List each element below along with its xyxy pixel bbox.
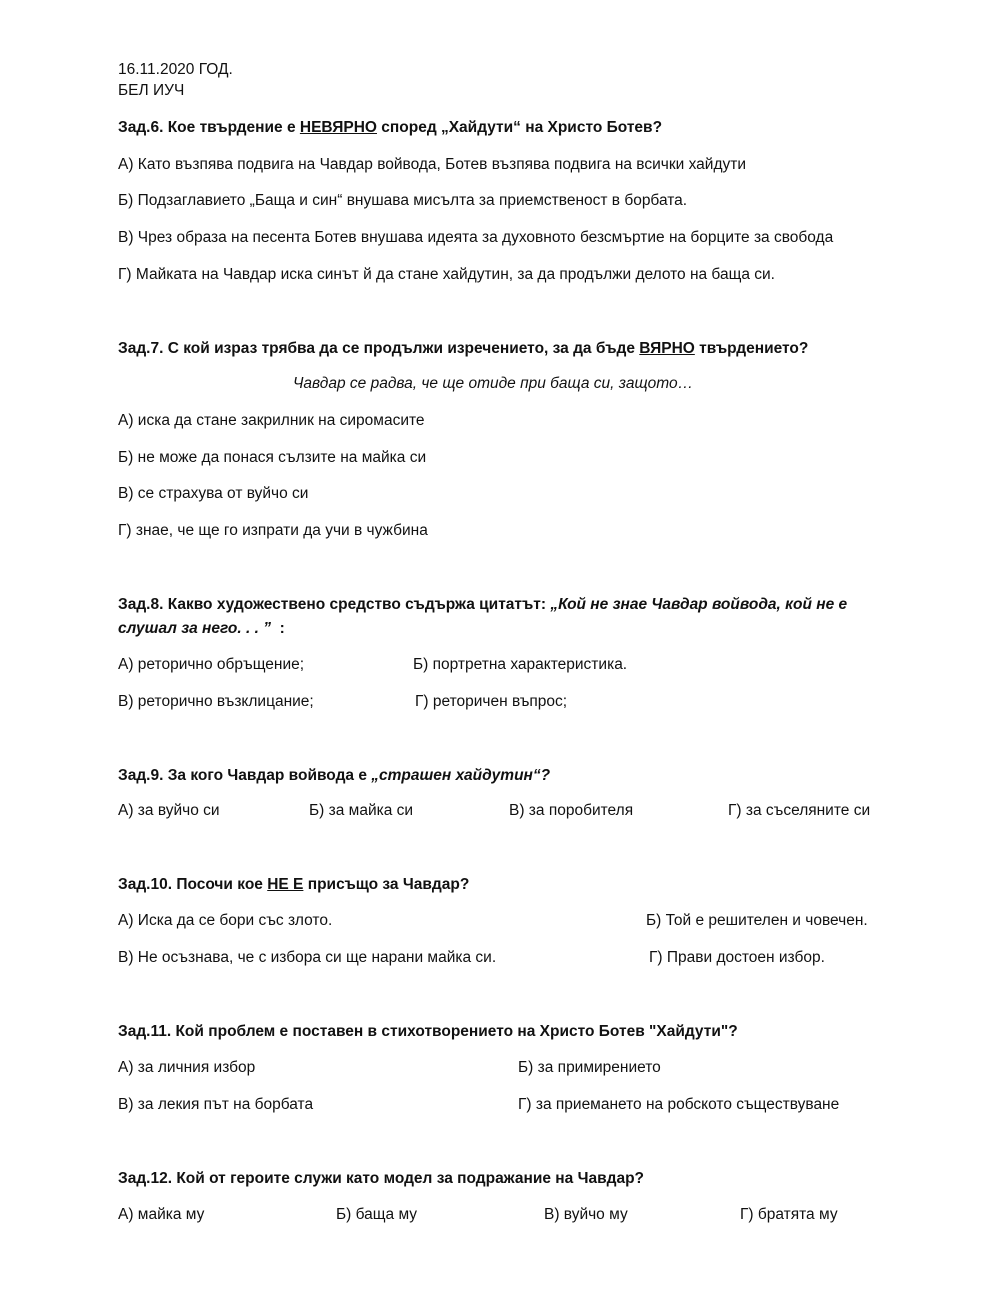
q9-option-c[interactable]: В) за поробителя [509,802,634,819]
q12-option-d[interactable]: Г) братята му [740,1206,838,1223]
q9-option-d[interactable]: Г) за съселяните си [728,802,871,819]
q7-option-c[interactable]: В) се страхува от вуйчо си [118,485,309,502]
q6-option-b[interactable]: Б) Подзаглавието „Баща и син“ внушава мисълта за приемственост в борбата. [118,192,688,209]
q10-option-b[interactable]: Б) Той е решителен и човечен. [646,912,868,929]
q11-option-c[interactable]: В) за лекия път на борбата [118,1096,314,1113]
q11-option-a[interactable]: А) за личния избор [118,1059,256,1076]
question-11-title: Зад.11. Кой проблем е поставен в стихотворението на Христо Ботев "Хайдути"? [118,1023,738,1040]
q7-option-d[interactable]: Г) знае, че ще го изпрати да учи в чужбина [118,522,428,539]
q12-option-b[interactable]: Б) баща му [336,1206,418,1223]
question-8-title-cont: слушал за него. . . ” : [118,620,285,637]
q8-option-b[interactable]: Б) портретна характеристика. [413,656,628,673]
q7-sentence: Чавдар се радва, че ще отиде при баща си, защото… [293,375,694,392]
question-12-title: Зад.12. Кой от героите служи като модел за подражание на Чавдар? [118,1170,645,1187]
q9-option-b[interactable]: Б) за майка си [309,802,414,819]
question-7-title: Зад.7. С кой израз трябва да се продължи изречението, за да бъде ВЯРНО твърдението? [118,340,809,357]
question-6-title: Зад.6. Кое твърдение е НЕВЯРНО според „Хайдути“ на Христо Ботев? [118,119,663,136]
q12-option-a[interactable]: А) майка му [118,1206,205,1223]
q8-option-a[interactable]: А) реторично обръщение; [118,656,305,673]
q7-option-a[interactable]: А) иска да стане закрилник на сиромасите [118,412,425,429]
q6-option-a[interactable]: А) Като възпява подвига на Чавдар войвода, Ботев възпява подвига на всички хайдути [118,156,747,173]
q11-option-b[interactable]: Б) за примирението [518,1059,661,1076]
q10-option-d[interactable]: Г) Прави достоен избор. [649,949,825,966]
q8-option-d[interactable]: Г) реторичен въпрос; [415,693,568,710]
q6-option-d[interactable]: Г) Майката на Чавдар иска синът й да стане хайдутин, за да продължи делото на баща си. [118,266,775,283]
header-date: 16.11.2020 ГОД. [118,61,233,78]
question-8-title: Зад.8. Какво художествено средство съдържа цитатът: „Кой не знае Чавдар войвода, кой не е [118,596,848,613]
q6-option-c[interactable]: В) Чрез образа на песента Ботев внушава идеята за духовното безсмъртие на борците за свобода [118,229,834,246]
q7-option-b[interactable]: Б) не може да понася сълзите на майка си [118,449,427,466]
q8-option-c[interactable]: В) реторично възклицание; [118,693,314,710]
header-subject: БЕЛ ИУЧ [118,82,185,99]
q12-option-c[interactable]: В) вуйчо му [544,1206,628,1223]
q10-option-a[interactable]: А) Иска да се бори със злото. [118,912,333,929]
q10-option-c[interactable]: В) Не осъзнава, че с избора си ще нарани майка си. [118,949,497,966]
q11-option-d[interactable]: Г) за приемането на робското съществуване [518,1096,840,1113]
question-10-title: Зад.10. Посочи кое НЕ Е присъщо за Чавдар? [118,876,470,893]
q9-option-a[interactable]: А) за вуйчо си [118,802,220,819]
question-9-title: Зад.9. За кого Чавдар войвода е „страшен хайдутин“? [118,767,551,784]
